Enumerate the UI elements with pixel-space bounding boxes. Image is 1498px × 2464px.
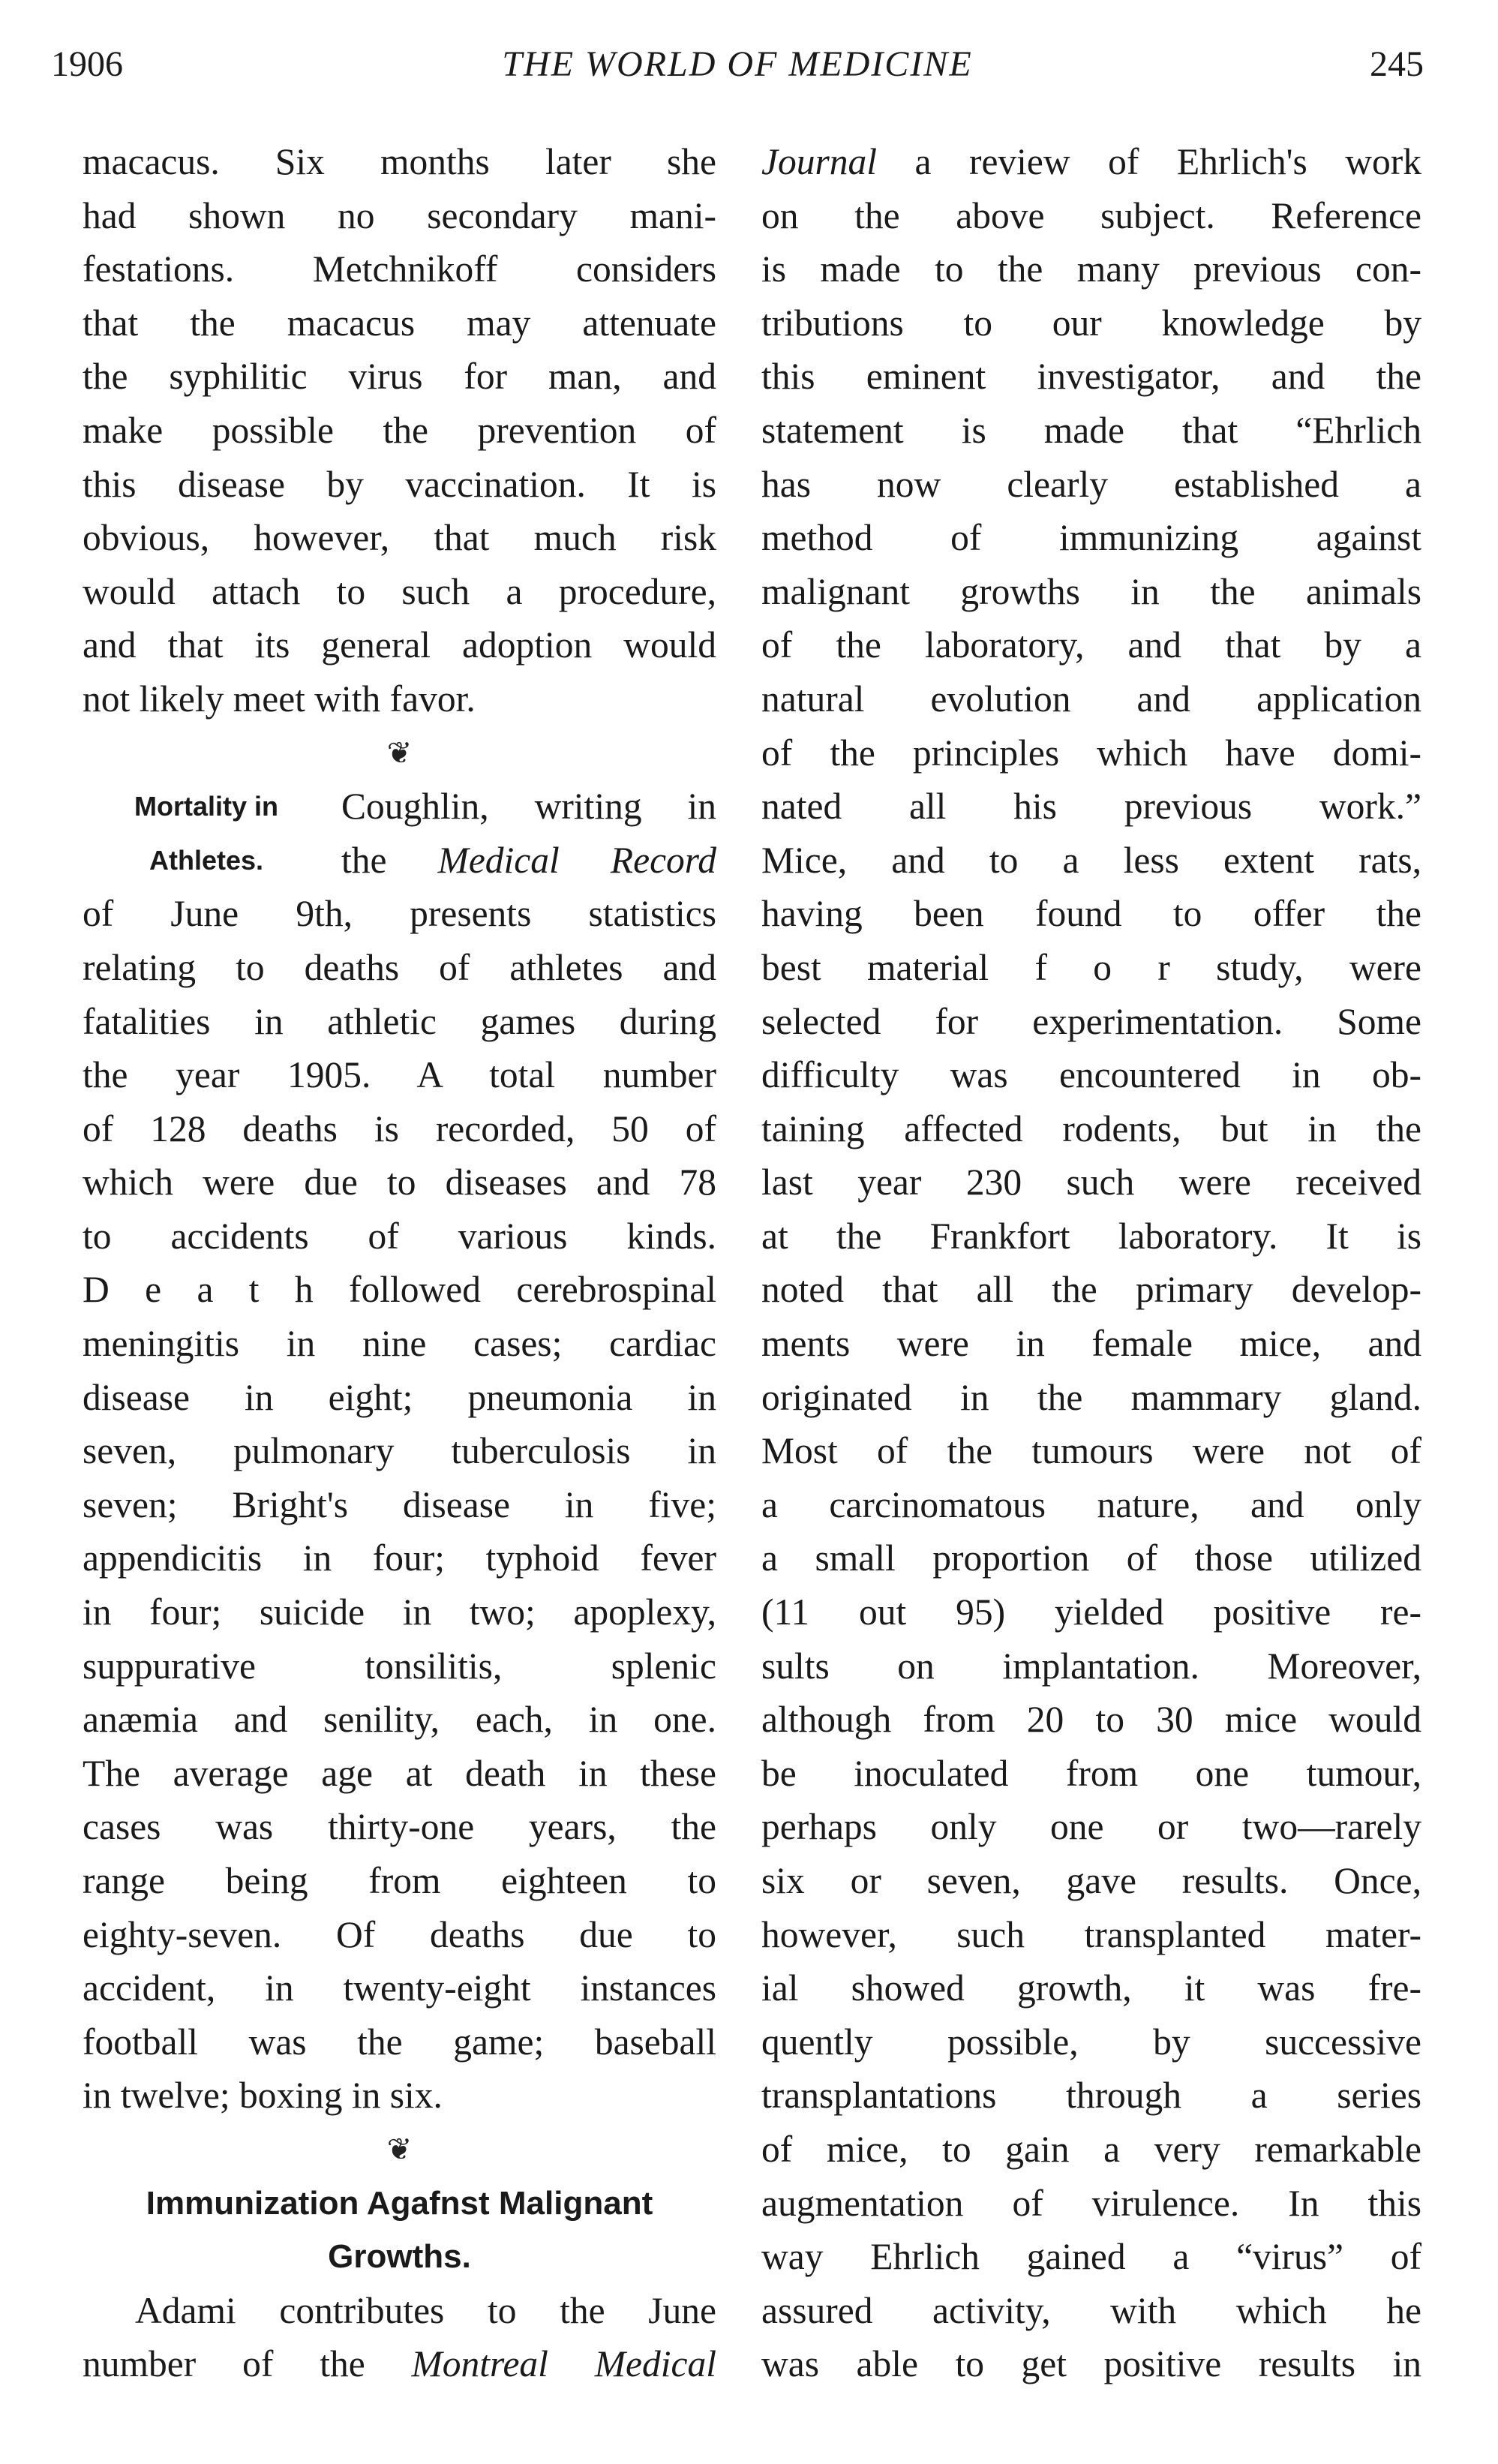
text-line [341, 834, 716, 888]
text-line: on the above subject. Reference [761, 194, 1421, 236]
side-heading-mortality: Mortality in [134, 791, 278, 822]
text-line: this eminent investigator, and the [761, 356, 1421, 398]
immunization-body [83, 2284, 716, 2338]
running-header [51, 44, 1424, 104]
text-line: although from 20 to 30 mice would [761, 1699, 1421, 1741]
text-line: that the macacus may attenuate [83, 302, 716, 344]
text-line: malignant growths in the animals [761, 570, 1421, 612]
text-line: tributions to our knowledge by [761, 302, 1421, 344]
text-line: selected for experimentation. Some [761, 1000, 1421, 1042]
immunization-article [83, 2177, 716, 2391]
text-line: The average age at death in these [83, 1752, 716, 1794]
text-line: not likely meet with favor. [83, 678, 476, 720]
text-line: Adami contributes to the June [135, 2289, 716, 2331]
text-line: a carcinomatous nature, and only [761, 1483, 1421, 1525]
text-line: is made to the many previous con- [761, 248, 1421, 290]
text-line: of mice, to gain a very remarkable [761, 2128, 1421, 2170]
text-line: method of immunizing against [761, 517, 1421, 559]
text-line: disease in eight; pneumonia in [83, 1376, 716, 1418]
text-line: eighty-seven. Of deaths due to [83, 1913, 716, 1955]
text-line: in twelve; boxing in six. [83, 2075, 443, 2117]
page-number: 245 [1370, 44, 1424, 84]
text-line: of June 9th, presents statistics [83, 893, 716, 935]
text-line: perhaps only one or two—rarely [761, 1806, 1421, 1848]
text-fragment: a review of Ehrlich's work [914, 141, 1421, 182]
mortality-article [83, 780, 716, 2123]
text-line: ments were in female mice, and [761, 1323, 1421, 1365]
text-line: festations. Metchnikoff considers [83, 248, 716, 290]
journal-title: Journal [761, 141, 877, 182]
text-fragment: the [341, 839, 387, 881]
text-line: fatalities in athletic games during [83, 1000, 716, 1042]
text-line: the year 1905. A total number [83, 1054, 716, 1096]
text-line: natural evolution and application [761, 678, 1421, 720]
text-line: the syphilitic virus for man, and [83, 356, 716, 398]
text-line: way Ehrlich gained a “virus” of [761, 2236, 1421, 2278]
text-line [761, 135, 1421, 189]
section-heading: Immunization Agafnst Malignant [146, 2184, 653, 2222]
text-line [83, 2337, 716, 2391]
text-line: transplantations through a series [761, 2075, 1421, 2117]
text-line: quently possible, by successive [761, 2021, 1421, 2063]
text-line: which were due to diseases and 78 [83, 1161, 716, 1203]
side-heading-athletes: Athletes. [149, 844, 264, 876]
text-line: difficulty was encountered in ob- [761, 1054, 1421, 1096]
text-line: was able to get positive results in [761, 2343, 1421, 2385]
text-line: in four; suicide in two; apoplexy, [83, 1591, 716, 1633]
text-line: ial showed growth, it was fre- [761, 1967, 1421, 2009]
text-line: originated in the mammary gland. [761, 1376, 1421, 1418]
text-line: best material f o r study, were [761, 946, 1421, 988]
text-line: and that its general adoption would [83, 624, 716, 666]
text-line: of the laboratory, and that by a [761, 624, 1421, 666]
text-line: assured activity, with which he [761, 2289, 1421, 2331]
text-line: nated all his previous work.” [761, 786, 1421, 828]
right-body [761, 189, 1421, 2391]
text-line: sults on implantation. Moreover, [761, 1645, 1421, 1687]
text-line: macacus. Six months later she [83, 141, 716, 182]
text-line: Mice, and to a less extent rats, [761, 839, 1421, 881]
running-title: THE WORLD OF MEDICINE [502, 44, 973, 84]
header-year: 1906 [51, 44, 123, 84]
text-line: a small proportion of those utilized [761, 1537, 1421, 1579]
text-line: football was the game; baseball [83, 2021, 716, 2063]
text-line: accident, in twenty-eight instances [83, 1967, 716, 2009]
side-row-1 [83, 780, 716, 834]
ornament-divider: ❦ [386, 2132, 413, 2166]
text-line: seven, pulmonary tuberculosis in [83, 1430, 716, 1472]
text-line: obvious, however, that much risk [83, 517, 716, 559]
text-line: D e a t h followed cerebrospinal [83, 1269, 716, 1311]
text-line: had shown no secondary mani- [83, 194, 716, 236]
section-heading-cont: Growths. [328, 2238, 471, 2276]
text-line: however, such transplanted mater- [761, 1913, 1421, 1955]
text-line: Most of the tumours were not of [761, 1430, 1421, 1472]
text-line: augmentation of virulence. In this [761, 2182, 1421, 2224]
text-line: six or seven, gave results. Once, [761, 1860, 1421, 1901]
text-line: would attach to such a procedure, [83, 570, 716, 612]
text-line: range being from eighteen to [83, 1860, 716, 1901]
text-line: to accidents of various kinds. [83, 1215, 716, 1257]
text-line: taining affected rodents, but in the [761, 1107, 1421, 1149]
text-line: appendicitis in four; typhoid fever [83, 1537, 716, 1579]
text-line: relating to deaths of athletes and [83, 946, 716, 988]
intro-paragraph [83, 135, 716, 726]
text-line: Coughlin, writing in [341, 786, 716, 828]
text-line: last year 230 such were received [761, 1161, 1421, 1203]
text-line: noted that all the primary develop- [761, 1269, 1421, 1311]
text-line: has now clearly established a [761, 463, 1421, 505]
text-line: having been found to offer the [761, 893, 1421, 935]
text-line: statement is made that “Ehrlich [761, 409, 1421, 451]
text-line: (11 out 95) yielded positive re- [761, 1591, 1421, 1633]
text-line: at the Frankfort laboratory. It is [761, 1215, 1421, 1257]
mortality-body [83, 887, 716, 2123]
text-fragment: number of the [83, 2343, 365, 2385]
side-row-2 [83, 834, 716, 888]
text-line: cases was thirty-one years, the [83, 1806, 716, 1848]
text-line: of 128 deaths is recorded, 50 of [83, 1107, 716, 1149]
text-line: suppurative tonsilitis, splenic [83, 1645, 716, 1687]
text-line: meningitis in nine cases; cardiac [83, 1323, 716, 1365]
text-line: make possible the prevention of [83, 409, 716, 451]
text-line: this disease by vaccination. It is [83, 463, 716, 505]
left-column [83, 135, 716, 2391]
text-line: be inoculated from one tumour, [761, 1752, 1421, 1794]
text-line: seven; Bright's disease in five; [83, 1483, 716, 1525]
journal-title: Montreal Medical [411, 2343, 716, 2385]
text-line: of the principles which have domi- [761, 732, 1421, 774]
journal-title: Medical Record [437, 839, 716, 881]
right-column [761, 135, 1421, 2391]
text-line: anæmia and senility, each, in one. [83, 1699, 716, 1741]
ornament-divider: ❦ [386, 735, 413, 770]
